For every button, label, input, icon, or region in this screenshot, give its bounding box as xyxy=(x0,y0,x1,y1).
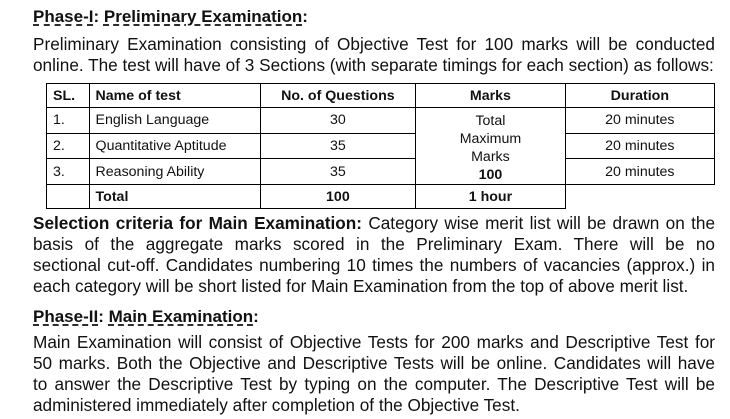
total-label: Total xyxy=(89,185,260,209)
row-duration: 20 minutes xyxy=(565,159,714,185)
phase1-label: Phase-I xyxy=(33,7,94,26)
header-duration: Duration xyxy=(565,84,714,108)
row-name: Quantitative Aptitude xyxy=(89,133,260,159)
phase2-suffix: : xyxy=(253,307,259,326)
marks-line: Maximum xyxy=(459,131,522,147)
total-duration: 1 hour xyxy=(416,185,565,209)
marks-value: 100 xyxy=(478,167,503,183)
phase2-line: 50 marks. Both the Objective and Descriptive Tests will be online. Candidates will have xyxy=(33,353,715,373)
phase1-suffix: : xyxy=(302,7,308,26)
phase2-colon: : xyxy=(98,307,109,326)
phase1-heading xyxy=(33,7,308,27)
row-sl: 3. xyxy=(47,159,90,185)
header-marks: Marks xyxy=(416,84,565,108)
row-duration: 20 minutes xyxy=(565,133,714,159)
selection-line: each category will be short listed for Main Examination from the top of above merit list. xyxy=(33,276,689,296)
selection-line: sectional cut-off. Candidates numbering 10 times the numbers of vacancies (approx.) in xyxy=(33,255,715,275)
selection-criteria xyxy=(33,213,715,297)
phase1-colon: : xyxy=(93,7,104,26)
phase2-line: to answer the Descriptive Test by typing on the computer. The Descriptive Test will be xyxy=(33,374,715,394)
header-sl: SL. xyxy=(47,84,90,108)
phase1-intro xyxy=(33,34,715,76)
row-questions: 35 xyxy=(260,159,416,185)
table-row xyxy=(47,159,715,185)
table-total-row xyxy=(47,185,715,209)
phase1-intro-line: online. The test will have of 3 Sections (with separate timings for each section) as follows: xyxy=(33,55,714,75)
row-questions: 30 xyxy=(260,108,416,134)
phase1-intro-line: Preliminary Examination consisting of Objective Test for 100 marks will be conducted xyxy=(33,34,715,54)
phase2-label: Phase-II xyxy=(33,307,99,326)
phase1-title: Preliminary Examination xyxy=(103,7,303,26)
marks-cell xyxy=(416,108,565,185)
row-questions: 35 xyxy=(260,133,416,159)
selection-line: basis of the aggregate marks scored in the Preliminary Exam. There will be no xyxy=(33,234,715,254)
exam-table xyxy=(46,83,715,209)
marks-line: Marks xyxy=(471,149,510,165)
header-name: Name of test xyxy=(89,84,260,108)
selection-line-1 xyxy=(33,213,715,234)
phase2-heading xyxy=(33,307,259,327)
phase2-title: Main Examination xyxy=(108,307,254,326)
selection-text: Category wise merit list will be drawn on the xyxy=(362,213,715,233)
table-row xyxy=(47,133,715,159)
marks-line: Total xyxy=(475,113,506,129)
phase2-line: administered immediately after completion of the Objective Test. xyxy=(33,395,520,415)
row-name: Reasoning Ability xyxy=(89,159,260,185)
header-questions: No. of Questions xyxy=(260,84,416,108)
phase2-line: Main Examination will consist of Objective Tests for 200 marks and Descriptive Test for xyxy=(33,332,715,352)
row-sl: 1. xyxy=(47,108,90,134)
row-name: English Language xyxy=(89,108,260,134)
row-sl: 2. xyxy=(47,133,90,159)
table-header-row xyxy=(47,84,715,108)
total-questions: 100 xyxy=(260,185,416,209)
phase2-body xyxy=(33,332,715,416)
selection-lead: Selection criteria for Main Examination: xyxy=(33,213,362,233)
table-row xyxy=(47,108,715,134)
row-duration: 20 minutes xyxy=(565,108,714,134)
total-sl-empty xyxy=(47,185,90,209)
